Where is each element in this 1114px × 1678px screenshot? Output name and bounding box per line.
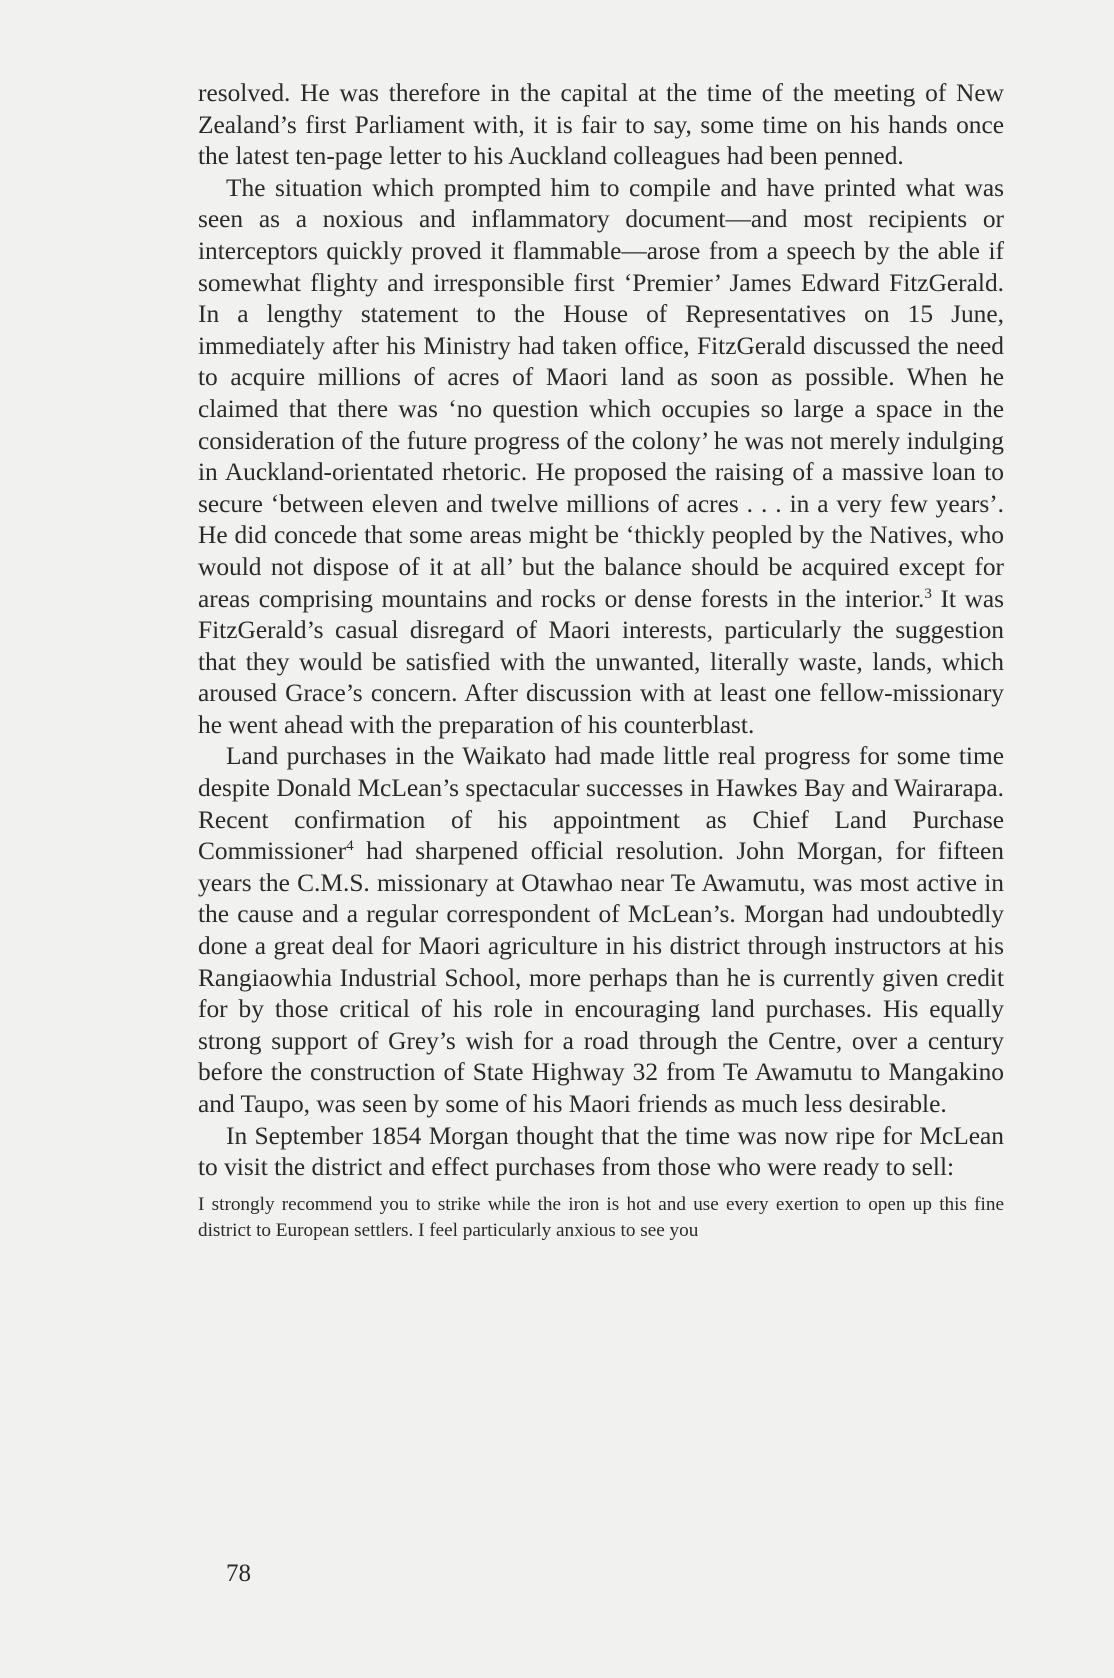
paragraph-text: Land purchases in the Waikato had made little real progress for some time despite Donald McLean’s spectacular successes in Hawkes Bay and Wairarapa. Recent confirmation of his appointment as Chief Land Purchase Commissioner xyxy=(198,742,1004,866)
paragraph-text: resolved. He was therefore in the capital at the time of the meeting of New Zealand’s first Parliament with, it is fair to say, some time on his hands once the latest ten-page letter to his Auckland colleagues had been penned. xyxy=(198,79,1004,171)
paragraph-land-purchases xyxy=(198,741,1004,1120)
page-number: 78 xyxy=(226,1560,251,1587)
paragraph-fitzgerald-speech xyxy=(198,173,1004,742)
body-text xyxy=(198,78,1004,1244)
quote-text: I strongly recommend you to strike while the iron is hot and use every exertion to open up this fine district to European settlers. I feel particularly anxious to see you xyxy=(198,1193,1004,1241)
footnote-marker: 4 xyxy=(346,838,354,855)
paragraph-text: had sharpened official resolution. John Morgan, for fifteen years the C.M.S. missionary at Otawhao near Te Awamutu, was most active in the cause and a regular correspondent of McLean’s. Morgan had undoubtedly done a great deal for Maori agriculture in his district through instructors at his Rangiaowhia Industrial School, more perhaps than he is currently given credit for by those critical of his role in encouraging land purchases. His equally strong support of Grey’s wish for a road through the Centre, over a century before the construction of State Highway 32 from Te Awamutu to Mangakino and Taupo, was seen by some of his Maori friends as much less desirable. xyxy=(198,837,1004,1118)
paragraph-morgan-september xyxy=(198,1121,1004,1184)
paragraph-text: The situation which prompted him to compile and have printed what was seen as a noxious and inflammatory document—and most recipients or interceptors quickly proved it flammable—arose from a speech by the able if somewhat flighty and irresponsible first ‘Premier’ James Edward FitzGerald. In a lengthy statement to the House of Representatives on 15 June, immediately after his Ministry had taken office, FitzGerald discussed the need to acquire millions of acres of Maori land as soon as possible. When he claimed that there was ‘no question which occupies so large a space in the consideration of the future progress of the colony’ he was not merely indulging in Auckland-orientated rhetoric. He proposed the raising of a massive loan to secure ‘between eleven and twelve millions of acres . . . in a very few years’. He did concede that some areas might be ‘thickly peopled by the Natives, who would not dispose of it at all’ but the balance should be acquired except for areas comprising mountains and rocks or dense forests in the interior. xyxy=(198,173,1004,613)
paragraph-continued xyxy=(198,78,1004,173)
paragraph-text: In September 1854 Morgan thought that the time was now ripe for McLean to visit the district and effect purchases from those who were ready to sell: xyxy=(198,1121,1004,1182)
paragraph-text: It was FitzGerald’s casual disregard of Maori interests, particularly the suggestion that they would be satisfied with the unwanted, literally waste, lands, which aroused Grace’s concern. After discussion with at least one fellow-missionary he went ahead with the preparation of his counterblast. xyxy=(198,584,1004,739)
block-quote xyxy=(198,1192,1004,1244)
footnote-marker: 3 xyxy=(924,585,932,602)
